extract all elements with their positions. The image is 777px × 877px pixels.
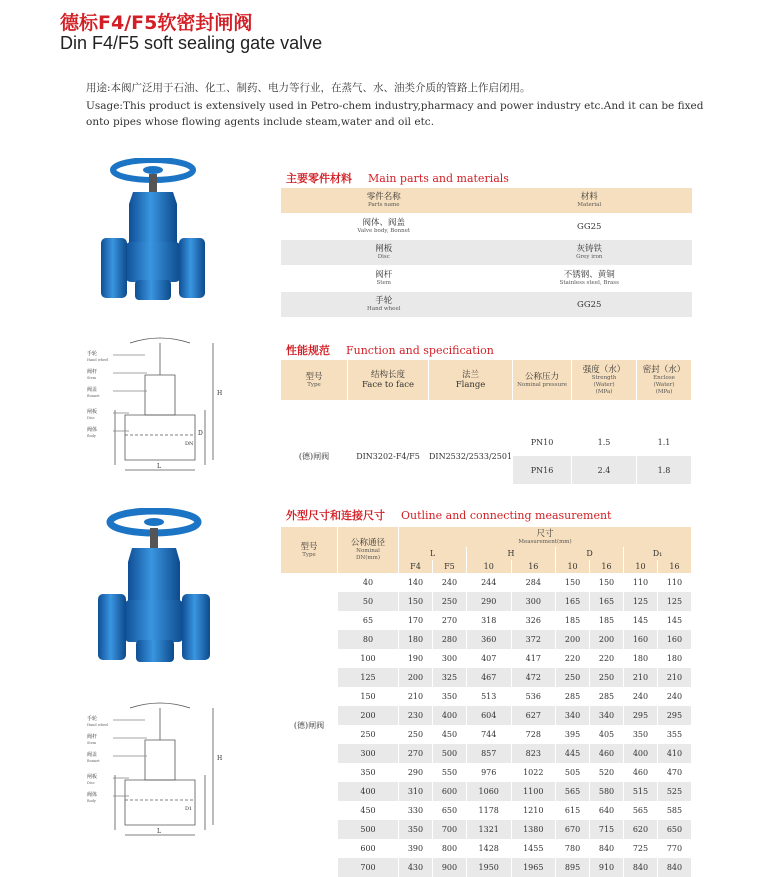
drawing-label-disc-en: Disc [87, 416, 95, 420]
table-cell: 310 [399, 782, 433, 801]
table-cell: 100 [338, 649, 399, 668]
table-cell: 295 [624, 706, 658, 725]
table-cell: 525 [657, 782, 691, 801]
table-cell: 250 [590, 668, 624, 687]
table-cell: 600 [432, 782, 466, 801]
table-cell: 900 [432, 858, 466, 877]
usage-text-cn: 用途:本阀广泛用于石油、化工、制药、电力等行业，在蒸气、水、油类介质的管路上作启闭用。 [86, 82, 531, 94]
drawing2-label-handwheel-en: Hand wheel [87, 723, 109, 727]
table-cell: 285 [556, 687, 590, 706]
table-cell: 505 [556, 763, 590, 782]
table-cell: 472 [511, 668, 556, 687]
table-cell: 340 [590, 706, 624, 725]
table-cell: 244 [466, 573, 511, 592]
table-cell: 250 [399, 725, 433, 744]
parts-section-title: 主要零件材料 Main parts and materials [286, 172, 509, 185]
table-cell: 770 [657, 839, 691, 858]
table-cell: 620 [624, 820, 658, 839]
table-cell: 220 [590, 649, 624, 668]
table-row [281, 573, 692, 592]
table-cell: 407 [466, 649, 511, 668]
drawing-label-disc: 闸板 [87, 409, 98, 415]
outline-table: 型号 Type 公称通径 Nominal DN(mm) 尺寸 Measurement(mm) L H D D₁ F4 F5 10 16 10 16 10 16 (德)闸阀 40 140 240 244 284 150 150 110 110 50 150 250 290 300 165 165 125 125 65 170 270 318 326 185 185 145 145 80 180 280 360 372 200 200 160 160 100 190 300 407 417 220 220 180 180 125 200 325 467 472 250 250 210 210 150 210 350 513 536 285 285 240 240 200 230 400 604 627 340 340 295 295 250 250 450 744 728 395 405 350 355 300 270 500 857 823 445 460 400 410 350 290 550 976 1022 505 520 460 470 400 310 600 1060 1100 565 580 515 525 450 330 650 1178 1210 615 640 565 585 500 350 700 1321 1380 670 715 620 650 600 390 800 1428 1455 780 840 725 770 700 430 900 1950 1965 895 910 840 840 [281, 527, 692, 877]
table-cell: 220 [556, 649, 590, 668]
page-title-en: Din F4/F5 soft sealing gate valve [60, 33, 323, 53]
table-cell: 326 [511, 611, 556, 630]
table-cell: 180 [657, 649, 691, 668]
table-cell: 280 [432, 630, 466, 649]
table-cell: 325 [432, 668, 466, 687]
table-cell: 840 [624, 858, 658, 877]
dim-d: D [198, 430, 203, 437]
table-cell: 445 [556, 744, 590, 763]
table-cell: 165 [590, 592, 624, 611]
table-cell: 210 [399, 687, 433, 706]
table-cell: 780 [556, 839, 590, 858]
table-cell: 910 [590, 858, 624, 877]
table-row [281, 763, 692, 782]
table-cell: 240 [657, 687, 691, 706]
table-row [281, 592, 692, 611]
table-cell: 550 [432, 763, 466, 782]
table-row [281, 611, 692, 630]
drawing2-label-bonnet: 阀盖 [87, 752, 98, 758]
table-cell: 230 [399, 706, 433, 725]
drawing-label-bonnet: 阀盖 [87, 387, 98, 393]
table-cell: 1060 [466, 782, 511, 801]
table-cell: 840 [590, 839, 624, 858]
table-cell: 1950 [466, 858, 511, 877]
table-cell: 150 [399, 592, 433, 611]
table-cell: 670 [556, 820, 590, 839]
drawing2-label-stem-en: Stem [87, 741, 97, 745]
table-row: PN16 2.4 1.8 [281, 456, 692, 484]
table-cell: 565 [556, 782, 590, 801]
table-cell: 350 [338, 763, 399, 782]
table-row [281, 801, 692, 820]
drawing2-label-bonnet-en: Bonnet [87, 759, 100, 763]
table-cell: 250 [338, 725, 399, 744]
table-cell: 604 [466, 706, 511, 725]
table-cell: 150 [556, 573, 590, 592]
table-cell: 350 [399, 820, 433, 839]
table-cell: 200 [399, 668, 433, 687]
table-cell: 80 [338, 630, 399, 649]
drawing2-dim-h: H [217, 755, 223, 762]
table-cell: 185 [590, 611, 624, 630]
drawing2-label-disc-en: Disc [87, 781, 95, 785]
drawing-label-stem-en: Stem [87, 376, 97, 380]
table-cell: 170 [399, 611, 433, 630]
table-row [281, 649, 692, 668]
dim-dn: DN [185, 441, 194, 447]
table-cell: 240 [432, 573, 466, 592]
table-cell: 640 [590, 801, 624, 820]
table-cell: 125 [624, 592, 658, 611]
table-cell: 1380 [511, 820, 556, 839]
table-cell: 300 [338, 744, 399, 763]
valve-photo-top [95, 158, 215, 318]
table-cell: 1210 [511, 801, 556, 820]
table-row [281, 858, 692, 877]
table-cell: 150 [338, 687, 399, 706]
table-cell: 110 [624, 573, 658, 592]
parts-table [281, 188, 692, 318]
table-cell: 840 [657, 858, 691, 877]
table-row [281, 630, 692, 649]
table-row: 阀体、阀盖 Valve body, Bonnet GG25 [281, 214, 692, 240]
table-cell: 536 [511, 687, 556, 706]
table-cell: 180 [399, 630, 433, 649]
table-cell: 200 [590, 630, 624, 649]
table-cell: 728 [511, 725, 556, 744]
drawing-label-stem: 阀杆 [87, 369, 98, 375]
table-cell: 400 [338, 782, 399, 801]
table-cell: 372 [511, 630, 556, 649]
drawing-label-handwheel-en: Hand wheel [87, 358, 109, 362]
table-cell: 715 [590, 820, 624, 839]
table-cell: 515 [624, 782, 658, 801]
table-cell: 160 [657, 630, 691, 649]
table-cell: 467 [466, 668, 511, 687]
table-cell: 340 [556, 706, 590, 725]
table-cell: 600 [338, 839, 399, 858]
table-cell: 450 [432, 725, 466, 744]
table-cell: 350 [432, 687, 466, 706]
table-cell: 1100 [511, 782, 556, 801]
valve-drawing-bottom [85, 700, 245, 840]
table-cell: 450 [338, 801, 399, 820]
table-cell: 150 [590, 573, 624, 592]
table-cell: 565 [624, 801, 658, 820]
table-cell: 65 [338, 611, 399, 630]
table-cell: 895 [556, 858, 590, 877]
valve-drawing-top [85, 335, 245, 475]
table-cell: 355 [657, 725, 691, 744]
table-cell: 185 [556, 611, 590, 630]
table-cell: 650 [432, 801, 466, 820]
usage-text-en: Usage:This product is extensively used in Petro-chem industry,pharmacy and power industry etc.And it can be fixed onto pipes whose flowing agents include steam,water and oil etc. [86, 100, 704, 128]
table-cell: 295 [657, 706, 691, 725]
table-row [281, 782, 692, 801]
outline-section-title: 外型尺寸和连接尺寸 Outline and connecting measurement [286, 509, 612, 522]
table-cell: 284 [511, 573, 556, 592]
drawing2-label-stem: 阀杆 [87, 734, 98, 740]
table-cell: 650 [657, 820, 691, 839]
table-cell: 318 [466, 611, 511, 630]
page-title-cn: 德标F4/F5软密封闸阀 [60, 12, 253, 34]
spec-header-row: 型号 Type 结构长度 Face to face 法兰 Flange 公称压力 Nominal pressure 强度（水） Strength (Water) (MPa) 密封（水） Enclose (Water) (MPa) [281, 360, 692, 400]
table-cell: 1321 [466, 820, 511, 839]
table-row [281, 668, 692, 687]
table-cell: 125 [338, 668, 399, 687]
table-cell: 300 [511, 592, 556, 611]
drawing2-dim-l: L [157, 828, 161, 835]
table-cell: 976 [466, 763, 511, 782]
table-cell: 615 [556, 801, 590, 820]
table-row: 手轮 Hand wheel GG25 [281, 292, 692, 318]
drawing2-label-handwheel: 手轮 [87, 716, 98, 722]
drawing2-dim-d1: D1 [185, 806, 193, 812]
table-cell: 50 [338, 592, 399, 611]
table-cell: 250 [556, 668, 590, 687]
table-cell: 1428 [466, 839, 511, 858]
outline-header-row: 型号 Type 公称通径 Nominal DN(mm) 尺寸 Measurement(mm) [281, 527, 692, 547]
table-cell: 460 [590, 744, 624, 763]
table-cell: 410 [657, 744, 691, 763]
table-cell: 125 [657, 592, 691, 611]
table-cell: 190 [399, 649, 433, 668]
table-cell: 330 [399, 801, 433, 820]
table-row: 阀杆 Stem 不锈钢、黄铜 Stainless steel, Brass [281, 266, 692, 292]
table-cell: 725 [624, 839, 658, 858]
table-cell: 857 [466, 744, 511, 763]
table-cell: 400 [432, 706, 466, 725]
parts-header-row: 零件名称 Parts name 材料 Material [281, 188, 692, 214]
table-cell: 800 [432, 839, 466, 858]
table-cell: 350 [624, 725, 658, 744]
table-cell: 400 [624, 744, 658, 763]
table-cell: 405 [590, 725, 624, 744]
table-cell: 270 [432, 611, 466, 630]
table-cell: 390 [399, 839, 433, 858]
table-row [281, 725, 692, 744]
drawing2-label-body: 阀体 [87, 792, 98, 798]
table-row [281, 687, 692, 706]
table-cell: 140 [399, 573, 433, 592]
drawing-label-handwheel: 手轮 [87, 351, 98, 357]
table-cell: 250 [432, 592, 466, 611]
table-row: (德)闸阀 DIN3202-F4/F5 DIN2532/2533/2501 PN10 1.5 1.1 [281, 428, 692, 456]
table-cell: 300 [432, 649, 466, 668]
table-cell: 160 [624, 630, 658, 649]
table-cell: 240 [624, 687, 658, 706]
table-cell: 360 [466, 630, 511, 649]
outline-type-cell: (德)闸阀 [281, 573, 338, 877]
table-cell: 290 [466, 592, 511, 611]
spec-section-title: 性能规范 Function and specification [286, 344, 494, 357]
table-cell: 430 [399, 858, 433, 877]
table-cell: 1455 [511, 839, 556, 858]
dim-h: H [217, 390, 223, 397]
table-cell: 470 [657, 763, 691, 782]
table-cell: 700 [338, 858, 399, 877]
table-cell: 513 [466, 687, 511, 706]
drawing-label-bonnet-en: Bonnet [87, 394, 100, 398]
table-cell: 165 [556, 592, 590, 611]
table-cell: 500 [432, 744, 466, 763]
table-row: 闸板 Disc 灰铸铁 Grey iron [281, 240, 692, 266]
table-cell: 585 [657, 801, 691, 820]
table-cell: 395 [556, 725, 590, 744]
table-cell: 1178 [466, 801, 511, 820]
drawing2-label-disc: 闸板 [87, 774, 98, 780]
table-cell: 500 [338, 820, 399, 839]
table-row [281, 820, 692, 839]
table-cell: 417 [511, 649, 556, 668]
table-row [281, 839, 692, 858]
table-cell: 580 [590, 782, 624, 801]
table-cell: 200 [338, 706, 399, 725]
valve-photo-bottom [92, 508, 217, 678]
table-cell: 110 [657, 573, 691, 592]
table-cell: 200 [556, 630, 590, 649]
table-row [281, 744, 692, 763]
drawing-label-body-en: Body [87, 434, 96, 438]
table-cell: 1965 [511, 858, 556, 877]
table-cell: 270 [399, 744, 433, 763]
table-cell: 145 [624, 611, 658, 630]
dim-l: L [157, 463, 161, 470]
drawing2-label-body-en: Body [87, 799, 96, 803]
drawing-label-body: 阀体 [87, 427, 98, 433]
table-cell: 40 [338, 573, 399, 592]
table-cell: 700 [432, 820, 466, 839]
table-cell: 285 [590, 687, 624, 706]
table-cell: 290 [399, 763, 433, 782]
table-cell: 823 [511, 744, 556, 763]
table-cell: 145 [657, 611, 691, 630]
table-cell: 180 [624, 649, 658, 668]
table-cell: 210 [624, 668, 658, 687]
spec-table [281, 360, 692, 484]
table-cell: 744 [466, 725, 511, 744]
table-cell: 460 [624, 763, 658, 782]
table-cell: 1022 [511, 763, 556, 782]
table-cell: 210 [657, 668, 691, 687]
table-cell: 520 [590, 763, 624, 782]
table-row [281, 706, 692, 725]
table-cell: 627 [511, 706, 556, 725]
